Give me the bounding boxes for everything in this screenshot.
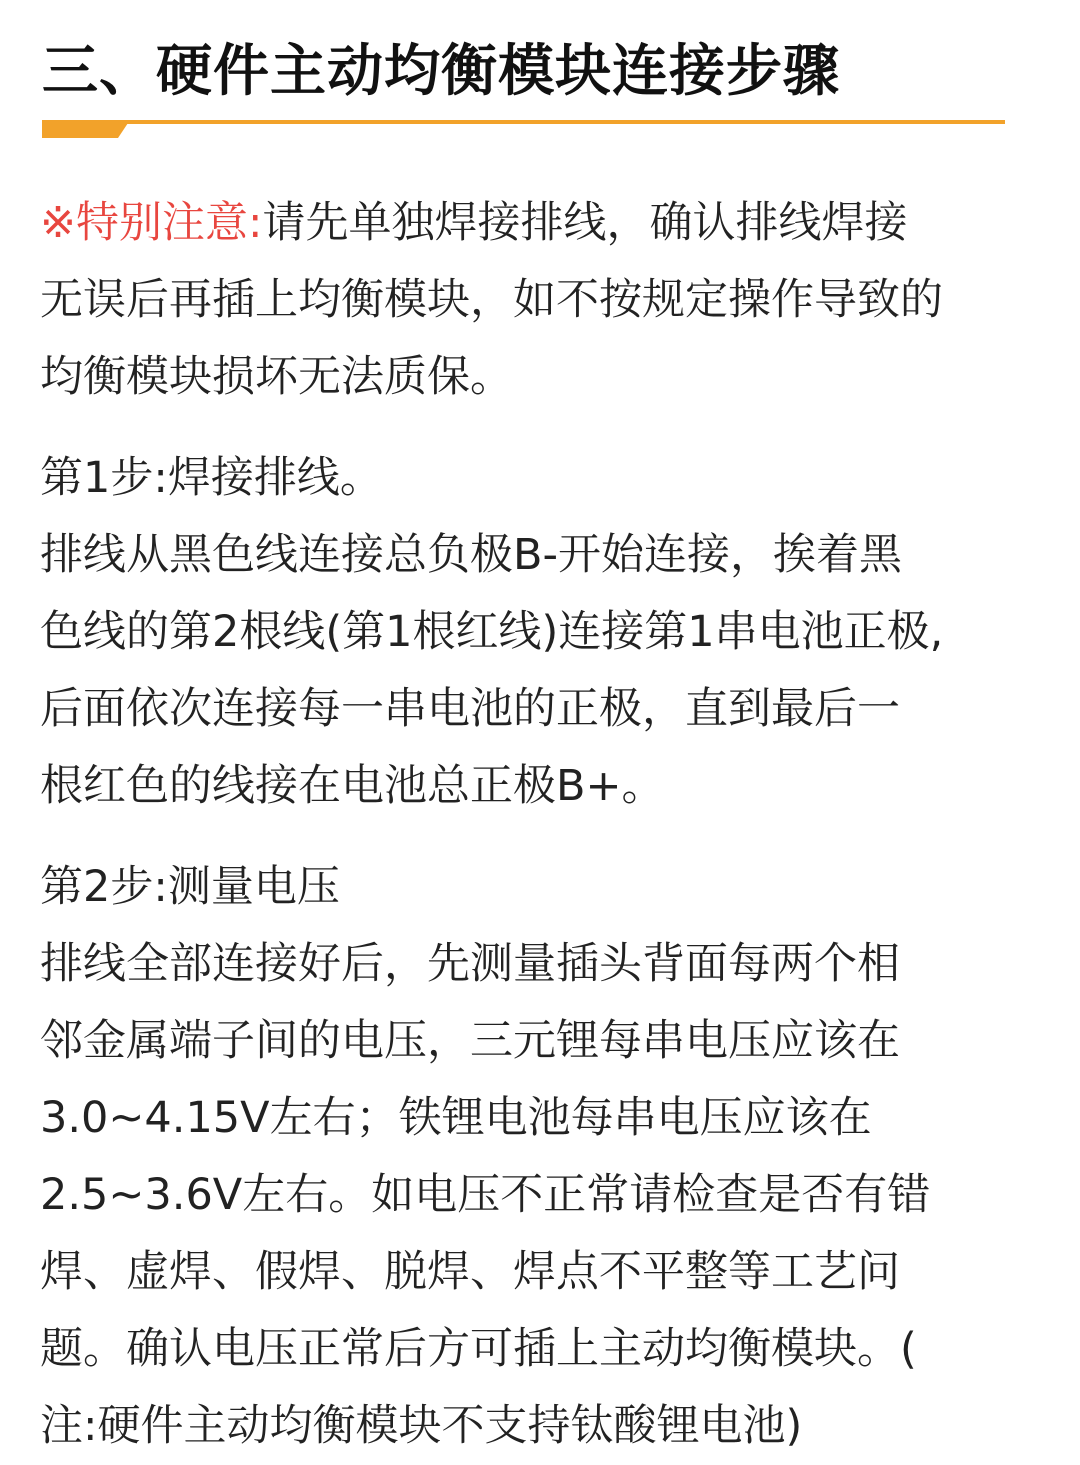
page-title: 三、硬件主动均衡模块连接步骤 — [42, 39, 840, 104]
step1-line-3: 后面依次连接每一串电池的正极，直到最后一 — [40, 684, 900, 734]
step2-line-1: 排线全部连接好后，先测量插头背面每两个相 — [40, 939, 900, 989]
step1-line-2: 色线的第2根线(第1根红线)连接第1串电池正极, — [40, 607, 944, 657]
step1-heading: 第1步:焊接排线。 — [40, 453, 383, 503]
notice-line-3: 均衡模块损坏无法质保。 — [40, 352, 513, 402]
step2-line-6: 题。确认电压正常后方可插上主动均衡模块。( — [40, 1324, 917, 1374]
notice-line-1 — [40, 185, 1050, 262]
step2-line-5: 焊、虚焊、假焊、脱焊、焊点不平整等工艺问 — [40, 1247, 900, 1297]
step1-line-1: 排线从黑色线连接总负极B-开始连接，挨着黑 — [40, 530, 903, 580]
step2-line-3: 3.0~4.15V左右；铁锂电池每串电压应该在 — [40, 1093, 872, 1143]
step1-paragraph — [40, 440, 1050, 825]
step2-line-7: 注:硬件主动均衡模块不支持钛酸锂电池) — [40, 1401, 803, 1451]
content-body — [40, 185, 1050, 1465]
underline-thin-bar — [42, 120, 1005, 124]
step2-line-2: 邻金属端子间的电压，三元锂每串电压应该在 — [40, 1016, 900, 1066]
step2-line-4: 2.5~3.6V左右。如电压不正常请检查是否有错 — [40, 1170, 931, 1220]
notice-paragraph — [40, 185, 1050, 416]
underline-accent-tab — [42, 120, 130, 138]
notice-label: ※特别注意: — [40, 198, 263, 248]
title-underline — [42, 120, 1005, 138]
notice-text-1: 请先单独焊接排线，确认排线焊接 — [262, 198, 908, 248]
notice-line-2: 无误后再插上均衡模块，如不按规定操作导致的 — [40, 275, 943, 325]
step2-heading: 第2步:测量电压 — [40, 862, 340, 912]
step2-paragraph — [40, 849, 1050, 1465]
step1-line-4: 根红色的线接在电池总正极B+。 — [40, 761, 665, 811]
